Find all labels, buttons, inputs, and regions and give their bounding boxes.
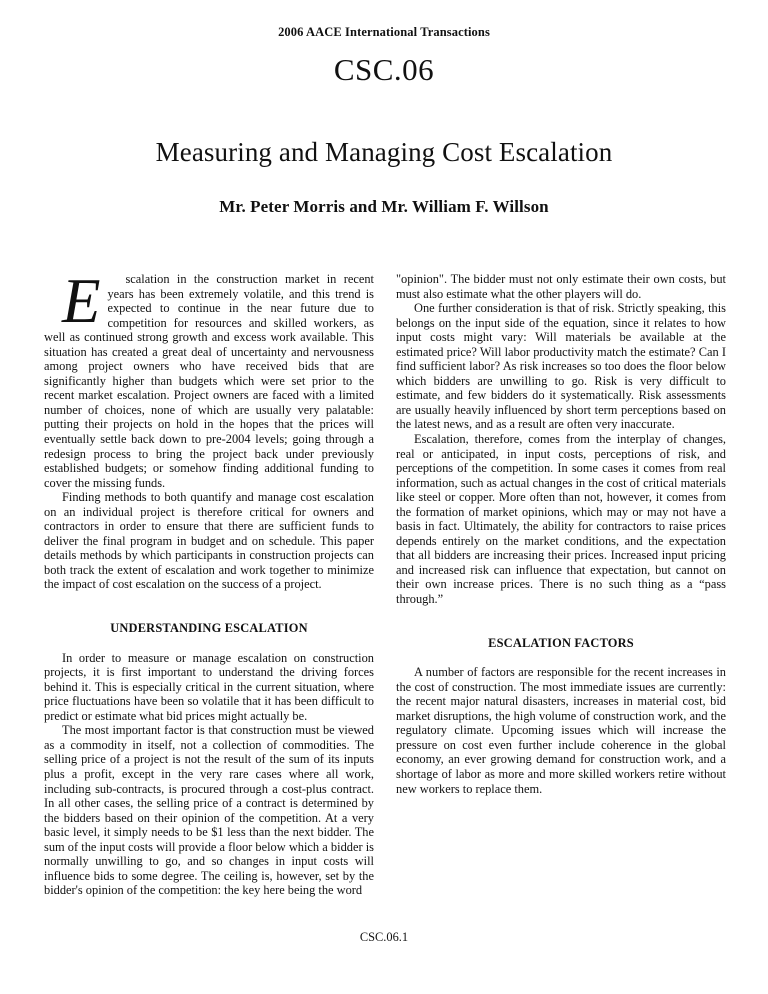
lead-paragraph — [44, 266, 374, 490]
right-column — [396, 272, 726, 922]
body-columns — [44, 266, 726, 922]
spacer — [44, 636, 374, 651]
drop-cap: E — [62, 266, 101, 336]
spacer — [44, 592, 374, 621]
page-footer: CSC.06.1 — [359, 930, 409, 944]
paragraph: In order to measure or manage escalation on construction projects, it is first important to understand the driving forces behind it. This is especially critical in the current situation, where price fluctuations have been so volatile that it has been difficult to predict or estimate what bid prices might actually be. — [44, 650, 374, 723]
paragraph: Finding methods to both quantify and manage cost escalation on an individual project is therefore critical for owners and contractors in order to ensure that there are sufficient funds to deliver the final program in budget and on schedule. This paper details methods by which participants in construction projects can both track the extent of escalation and work together to minimize the impact of cost escalation on the success of a project. — [44, 490, 374, 592]
spacer — [396, 607, 726, 636]
spacer — [396, 650, 726, 665]
paragraph: The most important factor is that construction must be viewed as a commodity in itself, not a collection of commodities. The selling price of a project is not the result of the sum of its inputs plus a profit, except in the very rare cases where all work, including sub-contracts, is procured through a cost-plus contract. In all other cases, the selling price of a contract is determined by the bidders based on their opinion of the competition. At a very basic level, it simply needs to be $1 less than the next bidder. The sum of the input costs will provide a floor below which a bidder is normally unwilling to go, and so changes in input costs will influence bids to some degree. The ceiling is, however, set by the bidder's opinion of the competition: the key here being the word — [44, 723, 374, 898]
page-title: Measuring and Managing Cost Escalation — [155, 137, 613, 168]
section-heading-understanding-escalation: UNDERSTANDING ESCALATION — [110, 621, 308, 636]
paper-number: CSC.06 — [333, 52, 435, 87]
lead-paragraph-text: scalation in the construction market in recent years has been extremely volatile, and this trend is expected to continue in the near future due to competition for resources and skilled workers, as well as continued strong growth and excess work available. This situation has created a great deal of uncertainty and nervousness among project owners who have received bids that are significantly higher than budgets which were set prior to the recent market escalation. Project owners are faced with a limited number of choices, none of which are usually very palatable: putting their projects on hold in the hopes that the prices will eventually settle back down to pre-2004 levels; going through a redesign process to bring the project back under previously established budgets; or somehow finding additional funding to cover the missing funds. — [44, 272, 374, 490]
paragraph: One further consideration is that of risk. Strictly speaking, this belongs on the input side of the equation, since it relates to how input costs might vary: Will materials be available at the estimated price? Will labor productivity match the estimate? Can I find sufficient labor? As risk increases so too does the floor below which bidders are unwilling to go. Risk is very difficult to estimate, and few bidders do it systematically. Risk assessments are usually heavily influenced by short term perceptions based on the latest news, and as a result are often very inaccurate. — [396, 301, 726, 432]
author-line: Mr. Peter Morris and Mr. William F. Willson — [219, 197, 549, 216]
paragraph: A number of factors are responsible for the recent increases in the cost of construction. The most immediate issues are currently: the recent major natural disasters, increases in material cost, bid market disruptions, the high volume of construction work, and the regulatory climate. Upcoming issues which will increase the pressure on cost even further include coherence in the global economy, an ever growing demand for construction work, and a shortage of labor as more and more skilled workers retire without new workers to replace them. — [396, 665, 726, 796]
section-heading-escalation-factors: ESCALATION FACTORS — [488, 635, 634, 650]
paragraph: Escalation, therefore, comes from the interplay of changes, real or anticipated, in input costs, perceptions of risk, and perceptions of the competition. In some cases it comes from real information, such as actual changes in the cost of critical materials like steel or copper. More often than not, however, it comes from the formation of market opinions, which may or may not have a basis in fact. Ultimately, the ability for contractors to raise prices depends entirely on the market conditions, and the expectation that all bidders are increasing their prices. Increased input pricing and increased risk can influence that expectation, but cannot on their own increase prices. There is no such thing as a “pass through.” — [396, 432, 726, 607]
paragraph: "opinion". The bidder must not only estimate their own costs, but must also estimate what the other players will do. — [396, 272, 726, 301]
running-head: 2006 AACE International Transactions — [278, 25, 490, 39]
left-column — [44, 266, 374, 922]
